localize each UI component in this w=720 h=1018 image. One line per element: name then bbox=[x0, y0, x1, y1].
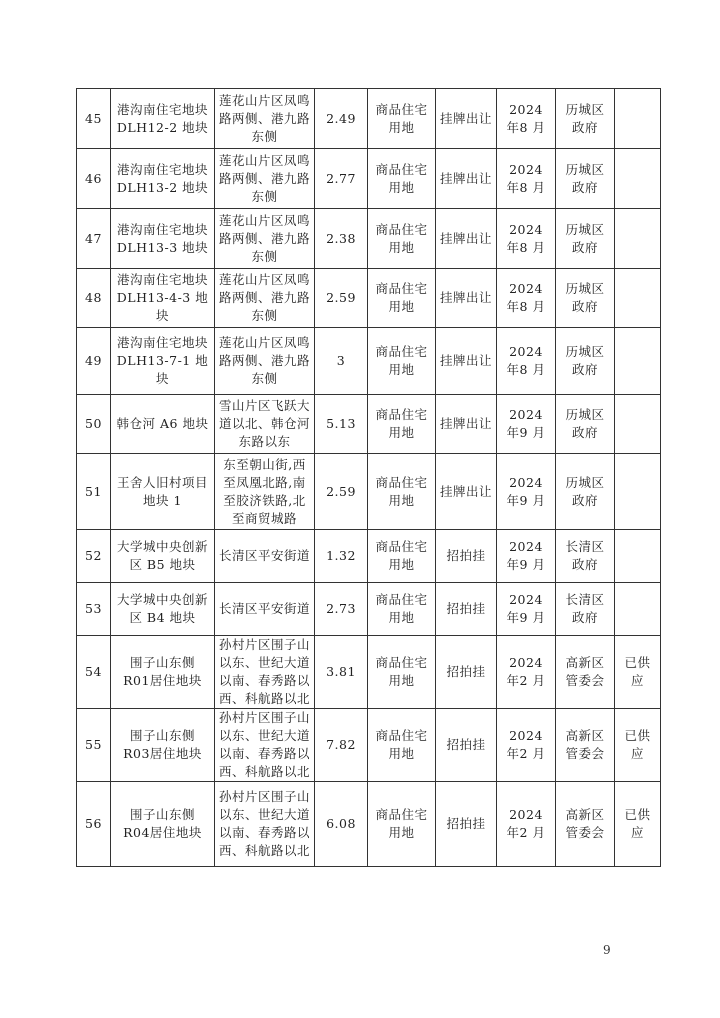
supply-method-cell: 招拍挂 bbox=[436, 782, 497, 867]
supply-time-cell: 2024 年2 月 bbox=[497, 636, 556, 709]
land-use-cell: 商品住宅用地 bbox=[368, 269, 436, 328]
supply-method-cell: 招拍挂 bbox=[436, 583, 497, 636]
land-use-cell: 商品住宅用地 bbox=[368, 328, 436, 395]
supply-method-cell: 招拍挂 bbox=[436, 530, 497, 583]
land-use-cell: 商品住宅用地 bbox=[368, 89, 436, 149]
note-cell: 已供应 bbox=[615, 636, 661, 709]
note-cell bbox=[615, 328, 661, 395]
table-row bbox=[77, 782, 661, 867]
table-row bbox=[77, 269, 661, 328]
row-number-cell: 50 bbox=[77, 395, 111, 454]
area-cell: 3 bbox=[315, 328, 368, 395]
note-cell bbox=[615, 583, 661, 636]
table-row bbox=[77, 328, 661, 395]
location-cell: 孙村片区围子山以东、世纪大道以南、春秀路以西、科航路以北 bbox=[215, 782, 315, 867]
row-number-cell: 53 bbox=[77, 583, 111, 636]
row-number-cell: 48 bbox=[77, 269, 111, 328]
table-row bbox=[77, 395, 661, 454]
plot-name-cell: 港沟南住宅地块DLH13-3 地块 bbox=[111, 209, 215, 269]
responsible-unit-cell: 历城区政府 bbox=[556, 395, 615, 454]
supply-method-cell: 挂牌出让 bbox=[436, 269, 497, 328]
supply-method-cell: 招拍挂 bbox=[436, 636, 497, 709]
note-cell bbox=[615, 269, 661, 328]
plot-name-cell: 围子山东侧 R03居住地块 bbox=[111, 709, 215, 782]
table-row bbox=[77, 149, 661, 209]
plot-name-cell: 大学城中央创新区 B4 地块 bbox=[111, 583, 215, 636]
note-cell bbox=[615, 454, 661, 530]
row-number-cell: 52 bbox=[77, 530, 111, 583]
location-cell: 莲花山片区凤鸣路两侧、港九路东侧 bbox=[215, 209, 315, 269]
land-use-cell: 商品住宅用地 bbox=[368, 636, 436, 709]
land-use-cell: 商品住宅用地 bbox=[368, 149, 436, 209]
responsible-unit-cell: 高新区管委会 bbox=[556, 636, 615, 709]
area-cell: 2.59 bbox=[315, 454, 368, 530]
table-row bbox=[77, 209, 661, 269]
plot-name-cell: 港沟南住宅地块DLH13-4-3 地块 bbox=[111, 269, 215, 328]
supply-time-cell: 2024 年2 月 bbox=[497, 709, 556, 782]
location-cell: 孙村片区围子山以东、世纪大道以南、春秀路以西、科航路以北 bbox=[215, 709, 315, 782]
supply-time-cell: 2024 年9 月 bbox=[497, 395, 556, 454]
land-use-cell: 商品住宅用地 bbox=[368, 782, 436, 867]
table-row bbox=[77, 530, 661, 583]
land-use-cell: 商品住宅用地 bbox=[368, 454, 436, 530]
note-cell: 已供应 bbox=[615, 709, 661, 782]
note-cell: 已供应 bbox=[615, 782, 661, 867]
supply-method-cell: 挂牌出让 bbox=[436, 454, 497, 530]
area-cell: 2.73 bbox=[315, 583, 368, 636]
location-cell: 孙村片区围子山以东、世纪大道以南、春秀路以西、科航路以北 bbox=[215, 636, 315, 709]
area-cell: 6.08 bbox=[315, 782, 368, 867]
supply-time-cell: 2024 年8 月 bbox=[497, 328, 556, 395]
location-cell: 莲花山片区凤鸣路两侧、港九路东侧 bbox=[215, 149, 315, 209]
plot-name-cell: 围子山东侧 R01居住地块 bbox=[111, 636, 215, 709]
responsible-unit-cell: 历城区政府 bbox=[556, 89, 615, 149]
plot-name-cell: 大学城中央创新区 B5 地块 bbox=[111, 530, 215, 583]
location-cell: 莲花山片区凤鸣路两侧、港九路东侧 bbox=[215, 89, 315, 149]
plot-name-cell: 港沟南住宅地块DLH12-2 地块 bbox=[111, 89, 215, 149]
responsible-unit-cell: 长清区政府 bbox=[556, 583, 615, 636]
responsible-unit-cell: 历城区政府 bbox=[556, 269, 615, 328]
area-cell: 2.77 bbox=[315, 149, 368, 209]
area-cell: 3.81 bbox=[315, 636, 368, 709]
land-use-cell: 商品住宅用地 bbox=[368, 530, 436, 583]
supply-method-cell: 招拍挂 bbox=[436, 709, 497, 782]
note-cell bbox=[615, 395, 661, 454]
table-row bbox=[77, 454, 661, 530]
supply-method-cell: 挂牌出让 bbox=[436, 89, 497, 149]
supply-method-cell: 挂牌出让 bbox=[436, 328, 497, 395]
row-number-cell: 54 bbox=[77, 636, 111, 709]
supply-time-cell: 2024 年8 月 bbox=[497, 269, 556, 328]
supply-method-cell: 挂牌出让 bbox=[436, 149, 497, 209]
supply-method-cell: 挂牌出让 bbox=[436, 395, 497, 454]
table-row bbox=[77, 89, 661, 149]
plot-name-cell: 港沟南住宅地块DLH13-2 地块 bbox=[111, 149, 215, 209]
supply-time-cell: 2024 年9 月 bbox=[497, 454, 556, 530]
responsible-unit-cell: 历城区政府 bbox=[556, 209, 615, 269]
supply-time-cell: 2024 年8 月 bbox=[497, 89, 556, 149]
land-use-cell: 商品住宅用地 bbox=[368, 395, 436, 454]
supply-method-cell: 挂牌出让 bbox=[436, 209, 497, 269]
supply-time-cell: 2024 年9 月 bbox=[497, 583, 556, 636]
area-cell: 5.13 bbox=[315, 395, 368, 454]
supply-time-cell: 2024 年2 月 bbox=[497, 782, 556, 867]
table-row bbox=[77, 636, 661, 709]
area-cell: 1.32 bbox=[315, 530, 368, 583]
land-use-cell: 商品住宅用地 bbox=[368, 583, 436, 636]
plot-name-cell: 韩仓河 A6 地块 bbox=[111, 395, 215, 454]
note-cell bbox=[615, 89, 661, 149]
row-number-cell: 45 bbox=[77, 89, 111, 149]
plot-name-cell: 王舍人旧村项目地块 1 bbox=[111, 454, 215, 530]
table-row bbox=[77, 583, 661, 636]
table-row bbox=[77, 709, 661, 782]
note-cell bbox=[615, 149, 661, 209]
area-cell: 2.59 bbox=[315, 269, 368, 328]
page-number: 9 bbox=[603, 943, 611, 957]
land-use-cell: 商品住宅用地 bbox=[368, 209, 436, 269]
row-number-cell: 56 bbox=[77, 782, 111, 867]
area-cell: 2.49 bbox=[315, 89, 368, 149]
location-cell: 莲花山片区凤鸣路两侧、港九路东侧 bbox=[215, 269, 315, 328]
responsible-unit-cell: 高新区管委会 bbox=[556, 709, 615, 782]
responsible-unit-cell: 历城区政府 bbox=[556, 328, 615, 395]
plot-name-cell: 围子山东侧 R04居住地块 bbox=[111, 782, 215, 867]
plot-name-cell: 港沟南住宅地块DLH13-7-1 地块 bbox=[111, 328, 215, 395]
responsible-unit-cell: 长清区政府 bbox=[556, 530, 615, 583]
location-cell: 东至朝山街,西至凤凰北路,南至胶济铁路,北至商贸城路 bbox=[215, 454, 315, 530]
note-cell bbox=[615, 530, 661, 583]
supply-time-cell: 2024 年8 月 bbox=[497, 209, 556, 269]
note-cell bbox=[615, 209, 661, 269]
area-cell: 7.82 bbox=[315, 709, 368, 782]
row-number-cell: 51 bbox=[77, 454, 111, 530]
responsible-unit-cell: 高新区管委会 bbox=[556, 782, 615, 867]
location-cell: 雪山片区飞跃大道以北、韩仓河东路以东 bbox=[215, 395, 315, 454]
row-number-cell: 55 bbox=[77, 709, 111, 782]
responsible-unit-cell: 历城区政府 bbox=[556, 149, 615, 209]
location-cell: 长清区平安街道 bbox=[215, 583, 315, 636]
area-cell: 2.38 bbox=[315, 209, 368, 269]
land-supply-table bbox=[76, 88, 661, 867]
supply-time-cell: 2024 年9 月 bbox=[497, 530, 556, 583]
land-use-cell: 商品住宅用地 bbox=[368, 709, 436, 782]
row-number-cell: 46 bbox=[77, 149, 111, 209]
supply-time-cell: 2024 年8 月 bbox=[497, 149, 556, 209]
row-number-cell: 47 bbox=[77, 209, 111, 269]
location-cell: 莲花山片区凤鸣路两侧、港九路东侧 bbox=[215, 328, 315, 395]
location-cell: 长清区平安街道 bbox=[215, 530, 315, 583]
row-number-cell: 49 bbox=[77, 328, 111, 395]
responsible-unit-cell: 历城区政府 bbox=[556, 454, 615, 530]
table-body bbox=[77, 89, 661, 867]
